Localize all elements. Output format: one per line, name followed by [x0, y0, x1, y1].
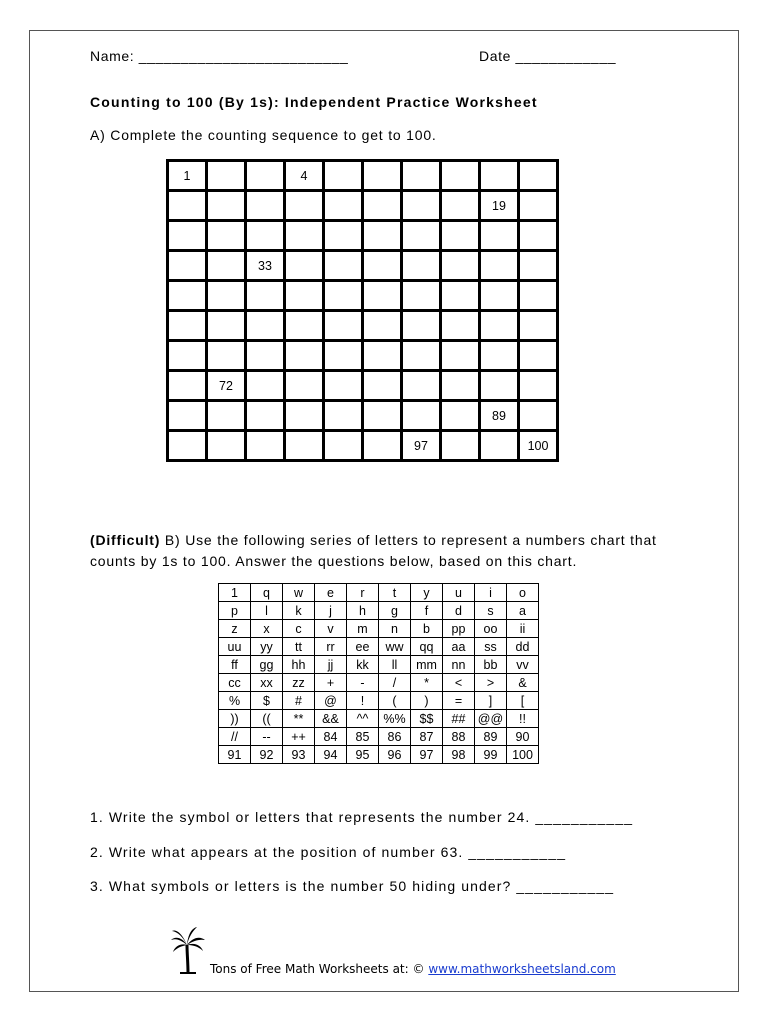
- symbol-cell: #: [283, 692, 315, 710]
- symbol-cell: 89: [475, 728, 507, 746]
- footer: [210, 962, 616, 976]
- grid-cell[interactable]: [441, 281, 480, 311]
- symbol-cell: -: [347, 674, 379, 692]
- symbol-cell: 95: [347, 746, 379, 764]
- symbol-cell: *: [411, 674, 443, 692]
- difficulty-label: (Difficult): [90, 532, 161, 548]
- grid-cell[interactable]: [441, 251, 480, 281]
- symbol-cell: m: [347, 620, 379, 638]
- symbol-cell: s: [475, 602, 507, 620]
- symbol-cell: [: [507, 692, 539, 710]
- symbol-cell: p: [219, 602, 251, 620]
- symbol-cell: 91: [219, 746, 251, 764]
- grid-cell[interactable]: [324, 431, 363, 461]
- symbol-cell: dd: [507, 638, 539, 656]
- grid-cell[interactable]: [285, 431, 324, 461]
- symbol-cell: 88: [443, 728, 475, 746]
- question-3: 3. What symbols or letters is the number 50 hiding under? ___________: [90, 878, 615, 894]
- symbol-cell: d: [443, 602, 475, 620]
- symbol-cell: ii: [507, 620, 539, 638]
- symbol-cell: =: [443, 692, 475, 710]
- symbol-cell: r: [347, 584, 379, 602]
- symbol-cell: 92: [251, 746, 283, 764]
- symbol-cell: $: [251, 692, 283, 710]
- grid-cell[interactable]: [207, 311, 246, 341]
- question-2: 2. Write what appears at the position of number 63. ___________: [90, 844, 567, 860]
- grid-cell[interactable]: [519, 251, 558, 281]
- counting-grid: [166, 159, 559, 462]
- grid-cell: 19: [480, 191, 519, 221]
- grid-cell[interactable]: [207, 401, 246, 431]
- symbol-cell: (: [379, 692, 411, 710]
- part-a-instruction: A) Complete the counting sequence to get to 100.: [90, 127, 437, 143]
- grid-cell[interactable]: [285, 341, 324, 371]
- symbol-row: [219, 692, 539, 710]
- grid-cell[interactable]: [246, 311, 285, 341]
- symbol-cell: x: [251, 620, 283, 638]
- symbol-cell: vv: [507, 656, 539, 674]
- symbol-cell: &&: [315, 710, 347, 728]
- symbol-cell: 96: [379, 746, 411, 764]
- grid-cell[interactable]: [246, 371, 285, 401]
- symbol-cell: ++: [283, 728, 315, 746]
- grid-row: [168, 311, 558, 341]
- grid-cell: 72: [207, 371, 246, 401]
- grid-cell[interactable]: [402, 161, 441, 191]
- grid-cell[interactable]: [402, 371, 441, 401]
- grid-cell[interactable]: [519, 221, 558, 251]
- symbol-row: [219, 656, 539, 674]
- symbol-row: [219, 710, 539, 728]
- symbol-cell: %%: [379, 710, 411, 728]
- symbol-cell: 93: [283, 746, 315, 764]
- grid-cell[interactable]: [402, 191, 441, 221]
- symbol-cell: +: [315, 674, 347, 692]
- symbol-cell: cc: [219, 674, 251, 692]
- symbol-cell: 86: [379, 728, 411, 746]
- symbol-cell: --: [251, 728, 283, 746]
- symbol-cell: 1: [219, 584, 251, 602]
- grid-cell[interactable]: [168, 311, 207, 341]
- grid-cell: 97: [402, 431, 441, 461]
- grid-cell[interactable]: [168, 191, 207, 221]
- symbol-cell: aa: [443, 638, 475, 656]
- grid-cell[interactable]: [519, 401, 558, 431]
- grid-cell: 4: [285, 161, 324, 191]
- grid-cell[interactable]: [168, 341, 207, 371]
- grid-cell[interactable]: [480, 281, 519, 311]
- part-b-instruction-text: B) Use the following series of letters to represent a numbers chart that: [160, 532, 657, 548]
- grid-cell: 33: [246, 251, 285, 281]
- symbol-cell: 85: [347, 728, 379, 746]
- grid-cell[interactable]: [363, 251, 402, 281]
- symbol-cell: 90: [507, 728, 539, 746]
- symbol-cell: !!: [507, 710, 539, 728]
- grid-cell[interactable]: [324, 341, 363, 371]
- grid-cell[interactable]: [363, 281, 402, 311]
- symbol-cell: ff: [219, 656, 251, 674]
- grid-cell[interactable]: [441, 161, 480, 191]
- grid-cell: 1: [168, 161, 207, 191]
- symbol-cell: l: [251, 602, 283, 620]
- symbol-cell: >: [475, 674, 507, 692]
- symbol-cell: ): [411, 692, 443, 710]
- grid-cell[interactable]: [363, 341, 402, 371]
- grid-cell[interactable]: [441, 431, 480, 461]
- grid-cell[interactable]: [207, 191, 246, 221]
- name-field: Name: _________________________: [90, 48, 349, 64]
- symbol-row: [219, 602, 539, 620]
- grid-row: [168, 431, 558, 461]
- symbol-cell: q: [251, 584, 283, 602]
- symbol-cell: 84: [315, 728, 347, 746]
- symbol-cell: 94: [315, 746, 347, 764]
- grid-cell[interactable]: [324, 221, 363, 251]
- symbol-cell: )): [219, 710, 251, 728]
- grid-cell[interactable]: [168, 431, 207, 461]
- grid-cell[interactable]: [207, 281, 246, 311]
- symbol-row: [219, 620, 539, 638]
- symbol-row: [219, 728, 539, 746]
- grid-cell[interactable]: [246, 221, 285, 251]
- symbol-cell: bb: [475, 656, 507, 674]
- part-b-instruction-line2: counts by 1s to 100. Answer the questions below, based on this chart.: [90, 553, 578, 569]
- symbol-cell: ll: [379, 656, 411, 674]
- symbol-cell: o: [507, 584, 539, 602]
- symbol-cell: i: [475, 584, 507, 602]
- grid-cell[interactable]: [285, 401, 324, 431]
- grid-cell[interactable]: [246, 401, 285, 431]
- grid-cell[interactable]: [519, 341, 558, 371]
- symbol-cell: j: [315, 602, 347, 620]
- footer-text: Tons of Free Math Worksheets at: ©: [210, 962, 429, 976]
- grid-cell[interactable]: [207, 251, 246, 281]
- symbol-cell: b: [411, 620, 443, 638]
- grid-row: [168, 191, 558, 221]
- grid-cell[interactable]: [246, 161, 285, 191]
- symbol-cell: @@: [475, 710, 507, 728]
- grid-cell[interactable]: [207, 431, 246, 461]
- symbol-cell: gg: [251, 656, 283, 674]
- grid-cell[interactable]: [246, 431, 285, 461]
- grid-cell[interactable]: [402, 311, 441, 341]
- grid-cell[interactable]: [441, 341, 480, 371]
- grid-cell[interactable]: [363, 431, 402, 461]
- symbol-cell: g: [379, 602, 411, 620]
- symbol-cell: 100: [507, 746, 539, 764]
- grid-cell[interactable]: [285, 191, 324, 221]
- grid-cell[interactable]: [246, 281, 285, 311]
- symbol-cell: n: [379, 620, 411, 638]
- symbol-cell: qq: [411, 638, 443, 656]
- grid-cell[interactable]: [480, 311, 519, 341]
- grid-cell[interactable]: [246, 341, 285, 371]
- grid-cell[interactable]: [207, 221, 246, 251]
- grid-row: [168, 281, 558, 311]
- symbol-cell: a: [507, 602, 539, 620]
- grid-row: [168, 341, 558, 371]
- grid-cell[interactable]: [402, 281, 441, 311]
- question-1: 1. Write the symbol or letters that represents the number 24. ___________: [90, 809, 634, 825]
- symbol-cell: v: [315, 620, 347, 638]
- symbol-cell: &: [507, 674, 539, 692]
- grid-cell[interactable]: [519, 371, 558, 401]
- grid-cell[interactable]: [519, 281, 558, 311]
- grid-row: [168, 221, 558, 251]
- symbol-cell: c: [283, 620, 315, 638]
- symbol-cell: %: [219, 692, 251, 710]
- grid-cell[interactable]: [402, 401, 441, 431]
- grid-cell[interactable]: [324, 401, 363, 431]
- grid-cell[interactable]: [480, 371, 519, 401]
- grid-cell[interactable]: [363, 401, 402, 431]
- symbol-cell: @: [315, 692, 347, 710]
- grid-cell[interactable]: [441, 401, 480, 431]
- symbol-cell: 98: [443, 746, 475, 764]
- symbol-cell: 99: [475, 746, 507, 764]
- symbol-cell: nn: [443, 656, 475, 674]
- symbol-cell: k: [283, 602, 315, 620]
- grid-cell[interactable]: [480, 431, 519, 461]
- symbol-cell: ww: [379, 638, 411, 656]
- symbol-cell: mm: [411, 656, 443, 674]
- grid-cell[interactable]: [324, 161, 363, 191]
- symbol-cell: <: [443, 674, 475, 692]
- grid-cell[interactable]: [324, 191, 363, 221]
- symbol-cell: y: [411, 584, 443, 602]
- symbol-cell: **: [283, 710, 315, 728]
- grid-cell[interactable]: [285, 251, 324, 281]
- symbol-cell: jj: [315, 656, 347, 674]
- symbol-chart: [218, 583, 539, 764]
- symbol-cell: ss: [475, 638, 507, 656]
- grid-cell[interactable]: [402, 221, 441, 251]
- grid-cell[interactable]: [285, 221, 324, 251]
- worksheet-title: Counting to 100 (By 1s): Independent Practice Worksheet: [90, 94, 538, 110]
- grid-cell[interactable]: [207, 341, 246, 371]
- grid-cell[interactable]: [324, 281, 363, 311]
- symbol-cell: w: [283, 584, 315, 602]
- symbol-cell: kk: [347, 656, 379, 674]
- grid-cell[interactable]: [441, 371, 480, 401]
- grid-row: [168, 371, 558, 401]
- symbol-cell: uu: [219, 638, 251, 656]
- grid-cell: 100: [519, 431, 558, 461]
- symbol-cell: rr: [315, 638, 347, 656]
- grid-cell[interactable]: [363, 191, 402, 221]
- grid-cell: 89: [480, 401, 519, 431]
- grid-cell[interactable]: [168, 221, 207, 251]
- symbol-cell: ##: [443, 710, 475, 728]
- symbol-cell: hh: [283, 656, 315, 674]
- grid-cell[interactable]: [402, 341, 441, 371]
- grid-cell[interactable]: [363, 311, 402, 341]
- symbol-row: [219, 746, 539, 764]
- grid-cell[interactable]: [246, 191, 285, 221]
- symbol-cell: oo: [475, 620, 507, 638]
- symbol-cell: ((: [251, 710, 283, 728]
- symbol-cell: t: [379, 584, 411, 602]
- grid-cell[interactable]: [168, 251, 207, 281]
- symbol-row: [219, 638, 539, 656]
- grid-cell[interactable]: [285, 281, 324, 311]
- palm-tree-icon: [170, 925, 206, 980]
- symbol-cell: z: [219, 620, 251, 638]
- grid-cell[interactable]: [480, 161, 519, 191]
- date-field: Date ____________: [479, 48, 617, 64]
- grid-row: [168, 161, 558, 191]
- grid-cell[interactable]: [480, 221, 519, 251]
- symbol-cell: 87: [411, 728, 443, 746]
- part-b-instruction-line1: [90, 532, 657, 548]
- grid-cell[interactable]: [402, 251, 441, 281]
- grid-cell[interactable]: [363, 221, 402, 251]
- grid-cell[interactable]: [519, 311, 558, 341]
- grid-cell[interactable]: [285, 371, 324, 401]
- symbol-cell: //: [219, 728, 251, 746]
- symbol-cell: xx: [251, 674, 283, 692]
- grid-cell[interactable]: [363, 371, 402, 401]
- grid-cell[interactable]: [363, 161, 402, 191]
- symbol-cell: zz: [283, 674, 315, 692]
- symbol-cell: pp: [443, 620, 475, 638]
- symbol-cell: ]: [475, 692, 507, 710]
- grid-cell[interactable]: [207, 161, 246, 191]
- symbol-cell: ^^: [347, 710, 379, 728]
- grid-cell[interactable]: [168, 281, 207, 311]
- grid-row: [168, 401, 558, 431]
- symbol-cell: tt: [283, 638, 315, 656]
- grid-cell[interactable]: [519, 161, 558, 191]
- symbol-cell: $$: [411, 710, 443, 728]
- grid-cell[interactable]: [441, 191, 480, 221]
- grid-cell[interactable]: [168, 371, 207, 401]
- symbol-cell: !: [347, 692, 379, 710]
- symbol-cell: f: [411, 602, 443, 620]
- grid-cell[interactable]: [324, 251, 363, 281]
- grid-cell[interactable]: [519, 191, 558, 221]
- symbol-cell: u: [443, 584, 475, 602]
- grid-cell[interactable]: [441, 221, 480, 251]
- grid-cell[interactable]: [480, 251, 519, 281]
- grid-cell[interactable]: [480, 341, 519, 371]
- grid-cell[interactable]: [324, 311, 363, 341]
- grid-cell[interactable]: [285, 311, 324, 341]
- footer-link[interactable]: www.mathworksheetsland.com: [428, 962, 616, 976]
- symbol-cell: h: [347, 602, 379, 620]
- grid-cell[interactable]: [324, 371, 363, 401]
- symbol-cell: e: [315, 584, 347, 602]
- grid-cell[interactable]: [441, 311, 480, 341]
- grid-row: [168, 251, 558, 281]
- symbol-cell: /: [379, 674, 411, 692]
- symbol-cell: yy: [251, 638, 283, 656]
- symbol-cell: 97: [411, 746, 443, 764]
- symbol-cell: ee: [347, 638, 379, 656]
- symbol-row: [219, 584, 539, 602]
- grid-cell[interactable]: [168, 401, 207, 431]
- symbol-row: [219, 674, 539, 692]
